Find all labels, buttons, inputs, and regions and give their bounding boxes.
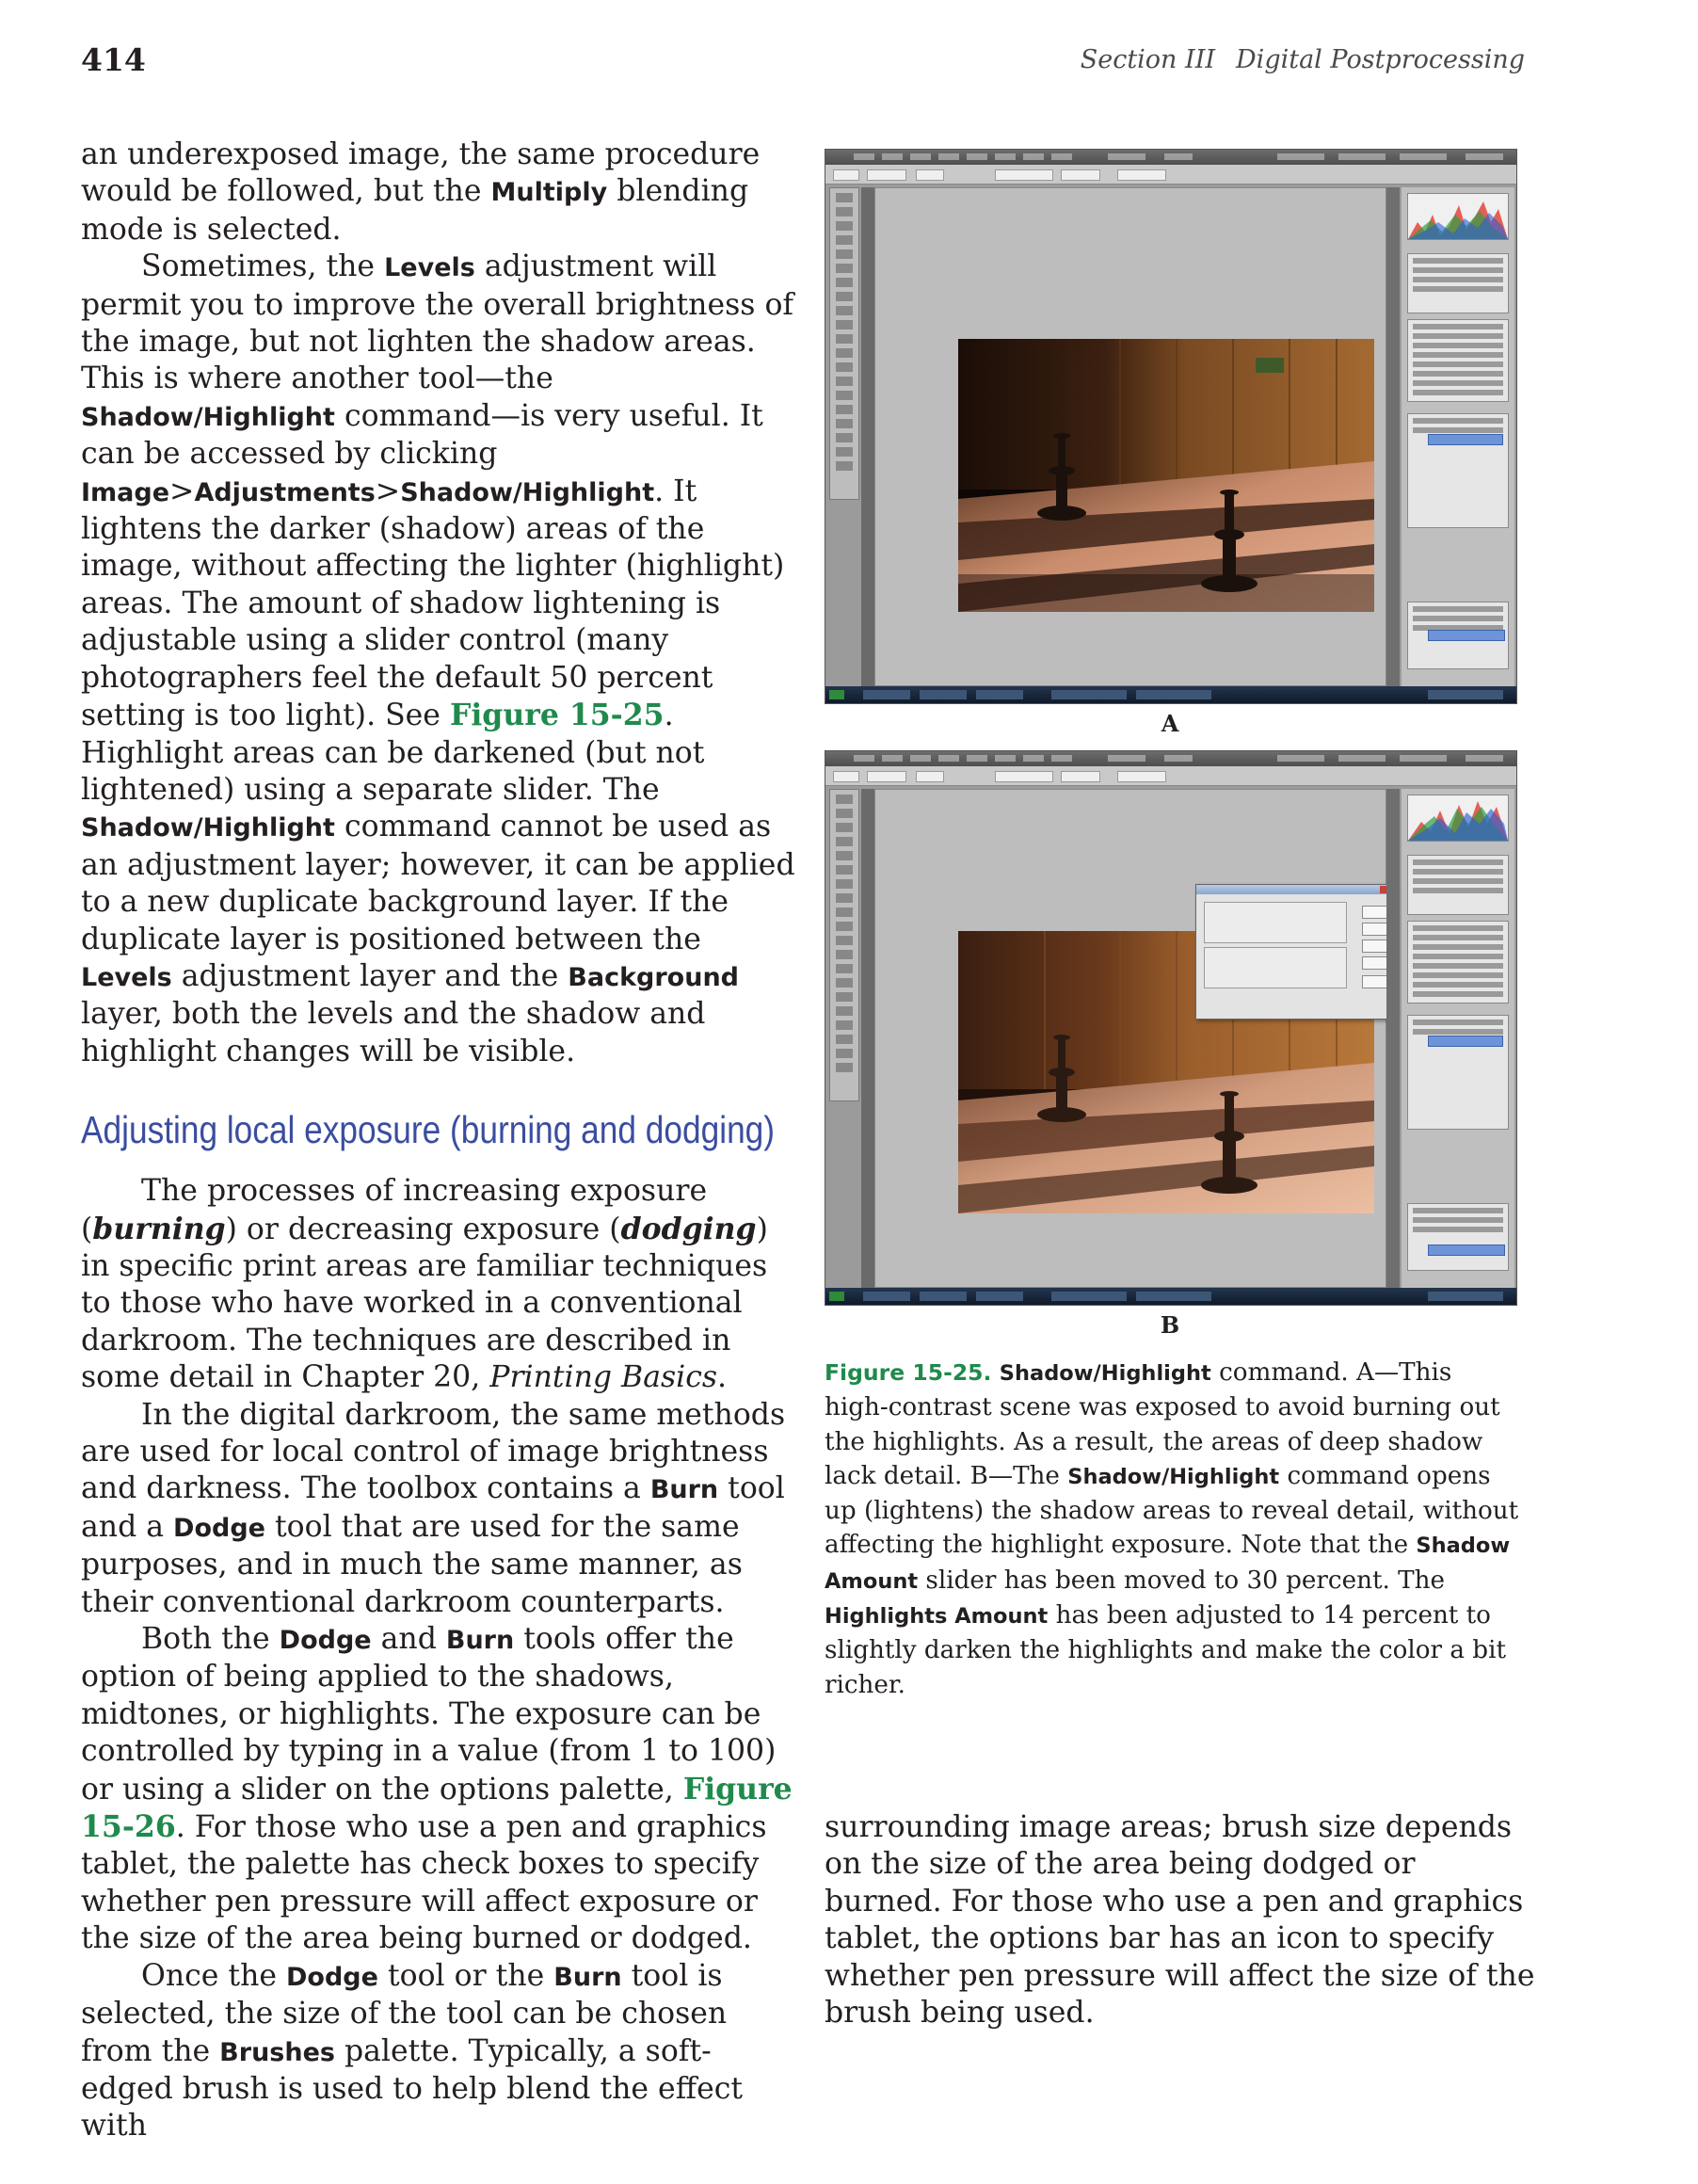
figure-screenshot-a [825,149,1517,704]
app-toolbox [829,789,859,1101]
photo-candlesticks-lightened [875,790,1386,1289]
bold-term: Background [568,962,740,992]
load-button[interactable] [1362,939,1388,953]
bold-term: Shadow/Highlight [1067,1464,1280,1489]
bold-term: Burn [553,1962,622,1992]
app-panels [1402,187,1514,686]
app-menubar [825,751,1516,766]
bold-term: Image [81,477,170,507]
ok-button[interactable] [1362,906,1388,919]
bold-term: Dodge [173,1513,265,1543]
figure-link[interactable]: Figure 15-25 [449,698,665,733]
figure-caption: Figure 15-25. Shadow/Highlight command. A—This high-contrast scene was exposed to avoid burning out the highlights. As a result, the areas of deep shadow lack detail. B—The Shadow/Highlight command opens up (lightens) the shadow areas to reveal detail, without affecting the highlight exposure. Note that the Shadow Amount slider has been moved to 30 percent. The Highlights Amount has been adjusted to 14 percent to slightly darken the highlights and make the color a bit richer. [825,1358,1519,1699]
preview-checkbox[interactable] [1362,975,1388,988]
bold-term: Dodge [279,1626,372,1656]
running-head-section: Section III [1080,45,1216,74]
app-panels [1402,789,1514,1288]
presets-panel [1407,921,1509,1004]
app-options-bar [825,766,1516,786]
bold-term: Burn [445,1626,515,1656]
bold-term: Shadow/Highlight [81,402,335,432]
adjustments-panel [1407,855,1509,915]
paragraph: The processes of increasing exposure (burning) or decreasing exposure (dodging) in specific print areas are familiar techniques to those who have worked in a conventional darkroom. The techniques are described in some detail in Chapter 20, Printing Basics. [81,1174,768,1395]
paragraph: Once the Dodge tool or the Burn tool is selected, the size of the tool can be chosen from the Brushes palette. Typically, a soft-edged brush is used to help blend the effect with [81,1958,744,2144]
cancel-button[interactable] [1362,923,1388,936]
presets-panel [1407,319,1509,402]
bold-term: Multiply [490,178,608,208]
bold-term: Highlights Amount [825,1604,1049,1630]
layers-panel-top [1407,413,1509,528]
bold-term: Levels [384,253,475,283]
figure-label-b: B [1160,1311,1180,1339]
left-column [81,136,796,2145]
photo-candlesticks [875,188,1386,687]
shadow-highlight-dialog[interactable] [1195,884,1395,1020]
paragraph: an underexposed image, the same procedure would be followed, but the Multiply blending mode is selected. [81,137,761,247]
figure-link[interactable]: Figure 15-26 [81,1771,793,1845]
bold-term: Levels [81,962,172,992]
app-menubar [825,150,1516,165]
os-taskbar [825,1288,1516,1305]
figure-number: Figure 15-25. [825,1359,992,1386]
figure-label-a: A [1161,710,1179,737]
section-heading: Adjusting local exposure (burning and dodging) [81,1108,776,1152]
os-taskbar [825,686,1516,703]
bold-term: Brushes [219,2037,335,2067]
save-button[interactable] [1362,956,1388,970]
paragraph: surrounding image areas; brush size depends on the size of the area being dodged or burned. For those who use a pen and graphics tablet, the options bar has an icon to specify whether pen pressure will affect the size of the brush being used. [825,1810,1535,2031]
running-head [1081,45,1525,74]
bold-term: Adjustments [194,477,376,507]
layers-panel [1407,1203,1509,1271]
document-canvas [874,187,1386,686]
histogram-panel [1407,193,1509,240]
bold-term: Shadow/Highlight [400,477,655,507]
histogram-panel [1407,795,1509,842]
bold-term: Shadow Amount [825,1534,1511,1594]
running-head-title: Digital Postprocessing [1236,45,1525,74]
paragraph: Both the Dodge and Burn tools offer the option of being applied to the shadows, midtones, or highlights. The exposure can be controlled by typing in a value (from 1 to 100) or using a slider on the options palette, Figure 15-26. For those who use a pen and graphics tablet, the palette has check boxes to specify whether pen pressure will affect exposure or the size of the area being burned or dodged. [81,1622,793,1956]
paragraph: Sometimes, the Levels adjustment will permit you to improve the overall brightness of the image, but not lighten the shadow areas. This is where another tool—the Shadow/Highlight command—is very useful. It can be accessed by clicking Image>Adjustments>Shadow/Highlight. It lightens the darker (shadow) areas of the image, without affecting the lighter (highlight) areas. The amount of shadow lightening is adjustable using a slider control (many photographers feel the default 50 percent setting is too light). See Figure 15-25. Highlight areas can be darkened (but not lightened) using a separate slider. The Shadow/Highlight command cannot be used as an adjustment layer; however, it can be applied to a new duplicate background layer. If the duplicate layer is positioned between the Levels adjustment layer and the Background layer, both the levels and the shadow and highlight changes will be visible. [81,249,795,1068]
app-options-bar [825,165,1516,185]
bold-term: Burn [649,1475,719,1505]
document-canvas [874,789,1386,1288]
figure-screenshot-b [825,750,1517,1306]
app-toolbox [829,187,859,500]
bold-term: Dodge [286,1962,378,1992]
page-number: 414 [81,41,146,78]
paragraph: In the digital darkroom, the same methods are used for local control of image brightness and darkness. The toolbox contains a Burn tool and a Dodge tool that are used for the same purposes, and in much the same manner, as their conventional darkroom counterparts. [81,1397,786,1619]
layers-panel-top [1407,1015,1509,1130]
emphasis-term: burning [92,1211,226,1246]
book-title: Printing Basics [489,1360,718,1395]
emphasis-term: dodging [620,1211,757,1246]
adjustments-panel [1407,253,1509,313]
bold-term: Shadow/Highlight [81,813,335,843]
bold-term: Shadow/Highlight [999,1361,1211,1386]
right-column [825,1809,1540,2031]
